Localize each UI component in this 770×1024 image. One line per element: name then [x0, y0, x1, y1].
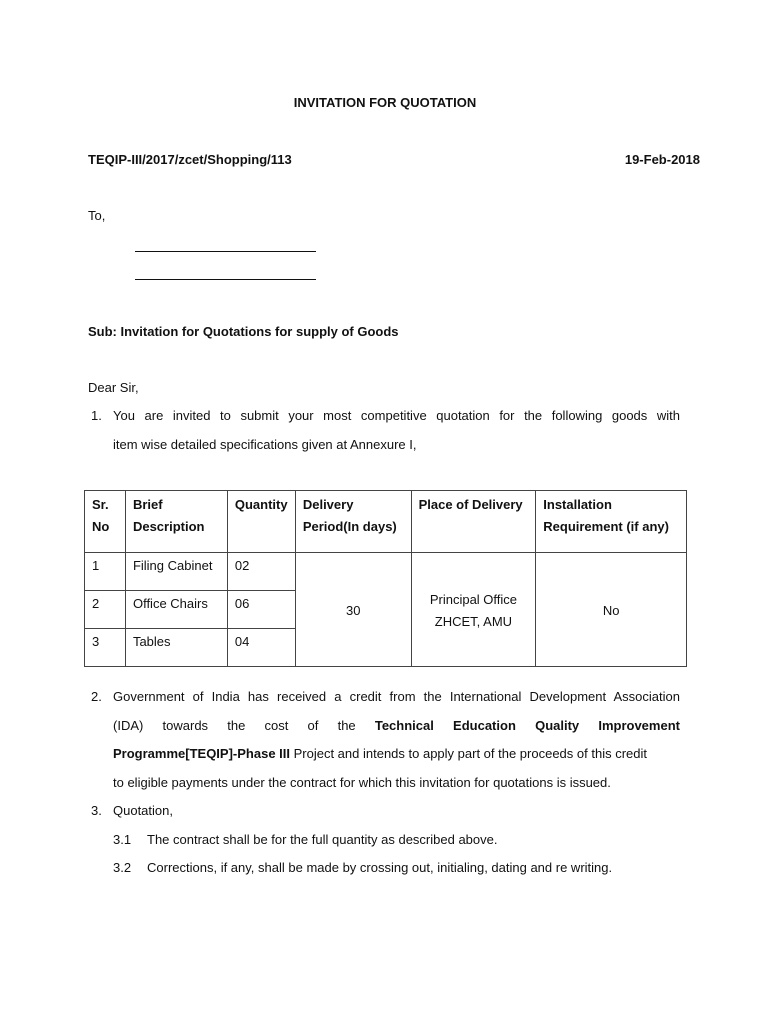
paragraph-line: Government of India has received a credit from the International Development Association	[113, 689, 680, 704]
section-label: Quotation,	[113, 803, 173, 818]
header-text: Delivery	[302, 497, 354, 512]
item-number: 1.	[91, 408, 102, 423]
sub-item-number: 3.1	[113, 832, 132, 847]
word: cost	[264, 718, 289, 733]
header-text: Quantity	[234, 497, 288, 512]
cell-quantity: 02	[227, 553, 295, 591]
header-text: Brief	[132, 497, 163, 512]
cell-description: Filing Cabinet	[125, 553, 227, 591]
header-text: Installation	[543, 497, 612, 512]
cell-installation: No	[536, 553, 687, 667]
cell-sr: 2	[85, 591, 126, 629]
header-text: No	[92, 519, 110, 534]
place-line: Principal Office	[429, 591, 518, 607]
salutation: Dear Sir,	[88, 380, 139, 395]
word: the	[227, 718, 246, 733]
cell-quantity: 06	[227, 591, 295, 629]
document-title: INVITATION FOR QUOTATION	[293, 95, 477, 110]
cell-sr: 1	[85, 553, 126, 591]
table-row	[85, 553, 687, 591]
item-number: 2.	[91, 689, 102, 704]
cell-place-of-delivery	[411, 553, 536, 667]
header-text: Sr.	[92, 497, 109, 512]
bold-word: Quality	[535, 718, 580, 733]
sub-item-number: 3.2	[113, 860, 132, 875]
bold-word: Education	[453, 718, 516, 733]
sub-item-text: The contract shall be for the full quantity as described above.	[147, 832, 498, 847]
header-sr-no	[85, 491, 126, 553]
paragraph-line	[113, 746, 647, 761]
bold-word: Improvement	[598, 718, 680, 733]
addressee-label: To,	[88, 208, 106, 223]
reference-number: TEQIP-III/2017/zcet/Shopping/113	[88, 152, 292, 167]
document-date: 19-Feb-2018	[624, 152, 700, 167]
header-quantity	[227, 491, 295, 553]
header-place-of-delivery	[411, 491, 536, 553]
cell-delivery-period: 30	[295, 553, 411, 667]
paragraph-line: to eligible payments under the contract for which this invitation for quotations is issued.	[113, 775, 611, 790]
bold-word: Technical	[374, 718, 434, 733]
paragraph-line: You are invited to submit your most competitive quotation for the following goods with	[113, 408, 680, 423]
sub-item-text: Corrections, if any, shall be made by crossing out, initialing, dating and re writing.	[147, 860, 613, 875]
word: of	[307, 718, 319, 733]
word: towards	[162, 718, 209, 733]
cell-description: Office Chairs	[125, 591, 227, 629]
header-installation	[536, 491, 687, 553]
programme-name: Programme[TEQIP]-Phase III	[113, 746, 290, 761]
paragraph-text: Project and intends to apply part of the proceeds of this credit	[290, 746, 647, 761]
paragraph-line: item wise detailed specifications given at Annexure I,	[113, 437, 417, 452]
word: the	[337, 718, 356, 733]
address-blank-line	[135, 279, 316, 280]
header-text: Period(In days)	[302, 519, 397, 534]
header-text: Requirement (if any)	[543, 519, 669, 534]
goods-table	[84, 490, 687, 667]
header-text: Description	[132, 519, 205, 534]
word: (IDA)	[113, 718, 144, 733]
cell-description: Tables	[125, 629, 227, 667]
address-blank-line	[135, 251, 316, 252]
item-number: 3.	[91, 803, 102, 818]
header-delivery-period	[295, 491, 411, 553]
cell-quantity: 04	[227, 629, 295, 667]
paragraph-line	[113, 718, 680, 733]
table-header-row	[85, 491, 687, 553]
header-brief-description	[125, 491, 227, 553]
cell-sr: 3	[85, 629, 126, 667]
header-text: Place of Delivery	[418, 497, 523, 512]
subject-line: Sub: Invitation for Quotations for supply of Goods	[88, 324, 399, 339]
place-line: ZHCET, AMU	[434, 613, 513, 629]
